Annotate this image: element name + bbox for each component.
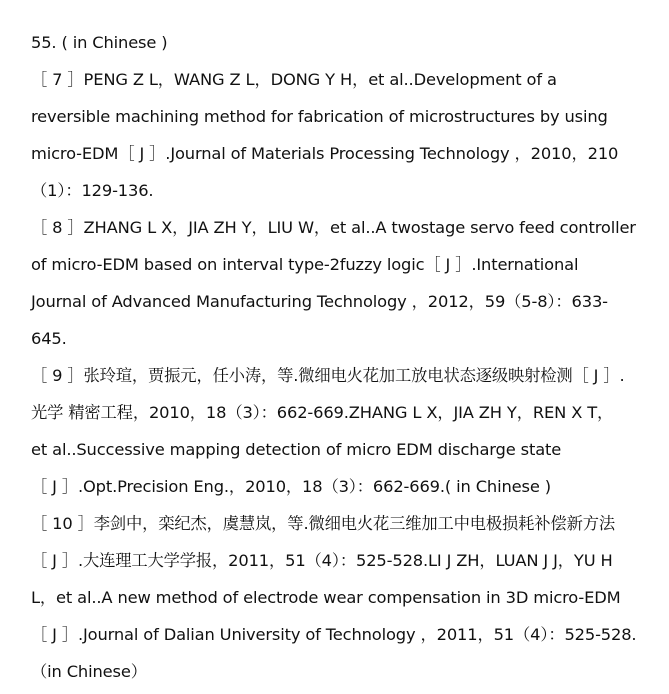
- text-line: reversible machining method for fabrication of microstructures by using: [31, 107, 608, 126]
- text-line: 55. ( in Chinese ): [31, 33, 168, 52]
- text-line: 光学 精密工程，2010，18（3）：662-669.ZHANG L X，JIA ZH Y，REN X T，: [31, 403, 614, 422]
- text-line: Journal of Advanced Manufacturing Technology ，2012，59（5-8）：633-: [31, 292, 608, 311]
- text-line: ［ 9 ］张玲瑄，贾振元，任小涛，等.微细电火花加工放电状态逐级映射检测［ J ］.: [31, 366, 625, 385]
- text-line: et al..Successive mapping detection of micro EDM discharge state: [31, 440, 562, 459]
- text-line: ［ 8 ］ZHANG L X，JIA ZH Y，LIU W，et al..A twostage servo feed controller: [31, 218, 636, 237]
- text-line: ［ J ］.Journal of Dalian University of Technology ，2011，51（4）：525-528.: [31, 625, 637, 644]
- text-line: ［ 7 ］PENG Z L，WANG Z L，DONG Y H，et al..Development of a: [31, 70, 557, 89]
- text-line: of micro-EDM based on interval type-2fuzzy logic［ J ］.International: [31, 255, 579, 274]
- text-line: （1）：129-136.: [31, 181, 154, 200]
- text-line: L，et al..A new method of electrode wear compensation in 3D micro-EDM: [31, 588, 621, 607]
- text-line: ［ J ］.大连理工大学学报，2011，51（4）：525-528.LI J ZH，LUAN J J，YU H: [31, 551, 613, 570]
- text-line: micro-EDM［ J ］.Journal of Materials Processing Technology ，2010，210: [31, 144, 619, 163]
- text-line: ［ J ］.Opt.Precision Eng.，2010，18（3）：662-669.( in Chinese ): [31, 477, 551, 496]
- text-line: （in Chinese）: [31, 662, 147, 681]
- text-line: 645.: [31, 329, 67, 348]
- text-line: ［ 10 ］李剑中，栾纪杰，虞慧岚，等.微细电火花三维加工中电极损耗补偿新方法: [31, 514, 615, 533]
